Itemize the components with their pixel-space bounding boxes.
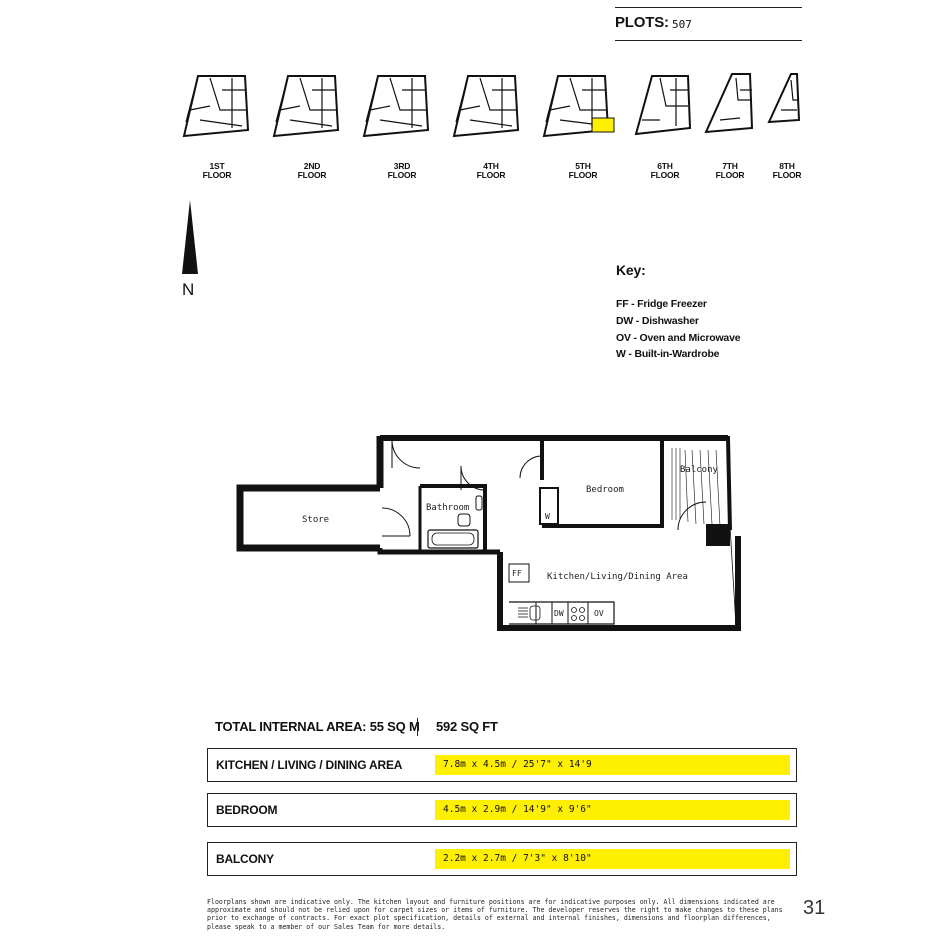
north-arrow-icon	[180, 200, 200, 276]
dimension-value: 7.8m x 4.5m / 25'7" x 14'9	[435, 755, 790, 775]
fixture-ov: OV	[594, 609, 604, 618]
dimension-value: 2.2m x 2.7m / 7'3" x 8'10"	[435, 849, 790, 869]
header-rule-bottom	[615, 40, 802, 41]
dimension-row	[207, 793, 797, 827]
floor-label: 8TH FLOOR	[772, 161, 802, 180]
key-item: OV - Oven and Microwave	[616, 332, 741, 344]
plots-value: 507	[672, 18, 692, 31]
fixture-w: W	[545, 512, 550, 521]
floor-label: 2ND FLOOR	[297, 161, 327, 180]
room-bathroom: Bathroom	[426, 503, 470, 513]
floor-label: 3RD FLOOR	[387, 161, 417, 180]
dimension-row	[207, 748, 797, 782]
dimension-room: BALCONY	[216, 852, 274, 866]
total-area-label: TOTAL INTERNAL AREA: 55 SQ M	[215, 719, 420, 734]
floorplan-drawing	[230, 430, 750, 640]
floor-label: 5TH FLOOR	[568, 161, 598, 180]
floor-label: 1ST FLOOR	[202, 161, 232, 180]
dimension-room: KITCHEN / LIVING / DINING AREA	[216, 758, 403, 772]
dimension-value: 4.5m x 2.9m / 14'9" x 9'6"	[435, 800, 790, 820]
room-balcony: Balcony	[680, 465, 718, 475]
floor-label: 6TH FLOOR	[650, 161, 680, 180]
floor-thumbnail	[630, 70, 710, 140]
key-item: FF - Fridge Freezer	[616, 298, 707, 310]
floor-thumbnail	[763, 70, 843, 140]
area-separator	[417, 718, 418, 736]
key-title: Key:	[616, 262, 646, 278]
fixture-ff: FF	[512, 569, 522, 578]
header-rule-top	[615, 7, 802, 8]
total-area-sqft: 592 SQ FT	[436, 719, 498, 734]
disclaimer-text: Floorplans shown are indicative only. The kitchen layout and furniture positions are for indicative purposes only. All dimensions indicated are approximate and should not be relied upon for carpet sizes or items of furniture. The developer reserves the right to make changes to these plans prior to exchange of contracts. For exact plot specification, details of external and internal finishes, dimensions and floorplan differences, please speak to a member of our Sales Team for more details.	[207, 898, 783, 931]
fixture-dw: DW	[554, 609, 564, 618]
dimension-row	[207, 842, 797, 876]
page-number: 31	[803, 897, 826, 919]
floor-thumbnail	[180, 70, 260, 140]
dimension-room: BEDROOM	[216, 803, 278, 817]
floor-label: 7TH FLOOR	[715, 161, 745, 180]
floor-thumbnail	[450, 70, 530, 140]
room-store: Store	[302, 515, 330, 525]
north-label: N	[182, 280, 195, 299]
floor-label: 4TH FLOOR	[476, 161, 506, 180]
floor-thumbnail	[270, 70, 350, 140]
room-kitchen: Kitchen/Living/Dining Area	[547, 572, 688, 582]
key-item: DW - Dishwasher	[616, 315, 699, 327]
column-block	[706, 524, 730, 546]
plots-label: PLOTS:	[615, 14, 669, 31]
floor-thumbnail	[360, 70, 440, 140]
key-item: W - Built-in-Wardrobe	[616, 348, 720, 360]
room-bedroom: Bedroom	[586, 485, 624, 495]
floor-thumbnail-selected	[540, 70, 620, 140]
